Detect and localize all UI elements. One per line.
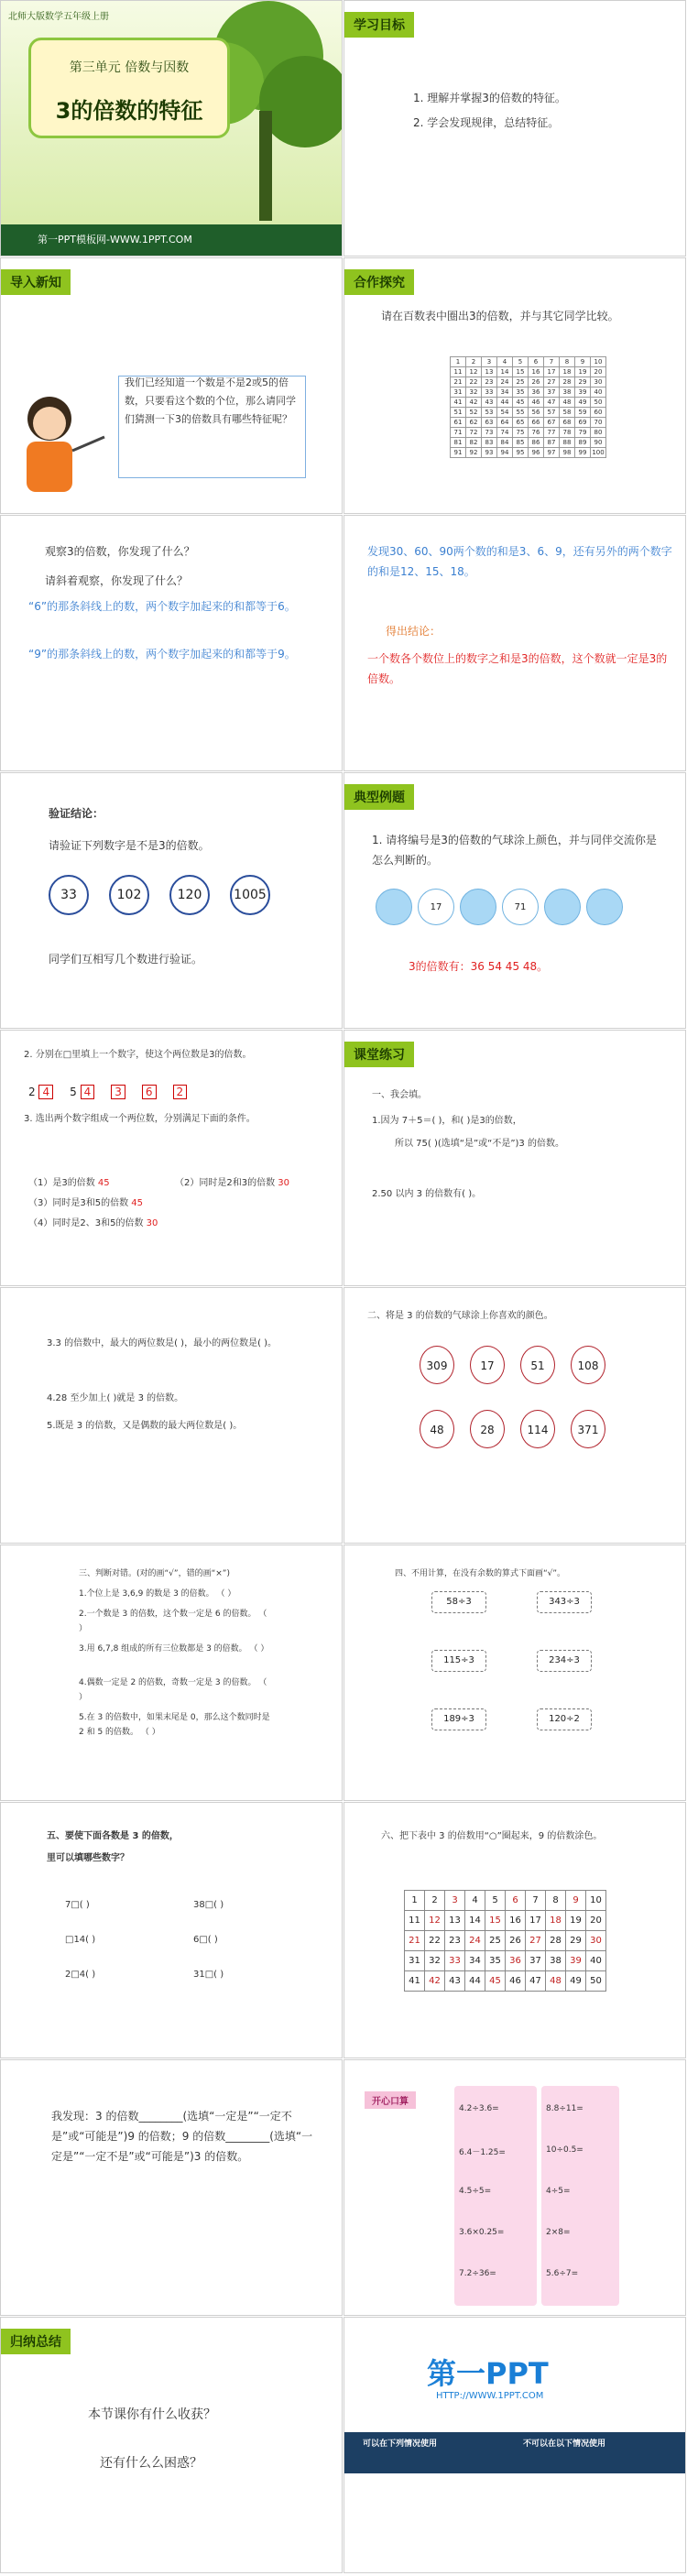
condition-2: （2）同时是2和3的倍数 30 — [175, 1178, 290, 1188]
balloon: 309 — [420, 1346, 454, 1384]
fill-pairs — [28, 1086, 187, 1098]
balloon — [460, 889, 496, 925]
fill2-cell: 38□( ) — [193, 1900, 224, 1910]
practice-line-2: 所以 75( )(选填“是”或“不是”)3 的倍数。 — [395, 1139, 564, 1149]
digit: 5 — [70, 1086, 77, 1098]
hundred-cell: 14 — [497, 367, 513, 377]
number-cell: 38 — [546, 1951, 566, 1971]
hundred-cell: 64 — [497, 418, 513, 428]
hundred-cell: 56 — [529, 408, 544, 418]
number-cell: 30 — [586, 1931, 606, 1951]
cover-title: 3的倍数的特征 — [55, 98, 203, 124]
hundred-cell: 80 — [591, 428, 606, 438]
slide-true-false — [0, 1545, 343, 1801]
slide-explore — [344, 257, 686, 514]
hundred-cell: 77 — [544, 428, 560, 438]
hundred-cell: 93 — [482, 448, 497, 458]
answer-box: 6 — [142, 1085, 157, 1099]
number-cell: 36 — [506, 1951, 526, 1971]
division-expr: 120÷2 — [537, 1708, 592, 1730]
discover-text: 我发现：3 的倍数________(选填“一定是”“一定不是”或“可能是”)9 的倍数；9 的倍数________(选填“一定是”“一定不是”或“可能是”)3 的倍数。 — [51, 2110, 313, 2163]
hundred-cell: 76 — [529, 428, 544, 438]
slide-balloons — [344, 1287, 686, 1544]
balloon: 17 — [470, 1346, 505, 1384]
hundred-cell: 100 — [592, 449, 605, 456]
number-cell: 15 — [485, 1911, 506, 1931]
hundred-cell: 70 — [591, 418, 606, 428]
hundred-cell: 20 — [591, 367, 606, 377]
hundred-cell: 82 — [466, 438, 482, 448]
practice-heading: 一、我会填。 — [372, 1090, 427, 1100]
division-expr: 58÷3 — [431, 1591, 486, 1613]
hundred-cell: 85 — [513, 438, 529, 448]
hundred-cell: 34 — [497, 387, 513, 398]
division-expr: 115÷3 — [431, 1650, 486, 1672]
hundred-cell: 38 — [560, 387, 575, 398]
mental-right: 4÷5= — [546, 2187, 571, 2196]
number-cell: 49 — [566, 1971, 586, 1992]
promo-url: HTTP://WWW.1PPT.COM — [436, 2391, 544, 2401]
hundred-cell: 36 — [529, 387, 544, 398]
hundred-cell: 83 — [482, 438, 497, 448]
number-circle: 102 — [109, 875, 149, 915]
number-cell: 43 — [445, 1971, 465, 1992]
balloon: 108 — [571, 1346, 605, 1384]
hundred-cell: 81 — [451, 438, 466, 448]
slide-verify — [0, 772, 343, 1029]
fill2-cell: 6□( ) — [193, 1935, 218, 1945]
slide-promo — [344, 2317, 686, 2573]
hundred-cell: 32 — [466, 387, 482, 398]
hundred-cell: 62 — [466, 418, 482, 428]
condition-4: （4）同时是2、3和5的倍数 30 — [28, 1218, 158, 1228]
fill2-cell: 7□( ) — [65, 1900, 90, 1910]
answer-box: 4 — [81, 1085, 95, 1099]
fill2-heading-1: 五、要使下面各数是 3 的倍数， — [47, 1831, 179, 1841]
number-cell: 11 — [405, 1911, 425, 1931]
mental-right: 10÷0.5= — [546, 2145, 583, 2155]
tf-item: 2.一个数是 3 的倍数，这个数一定是 6 的倍数。 （ ） — [79, 1610, 267, 1633]
hundred-cell: 25 — [513, 377, 529, 387]
hundred-cell: 88 — [560, 438, 575, 448]
observe-line-2: 请斜着观察，你发现了什么？ — [45, 574, 189, 587]
fill-instruction: 2. 分别在□里填上一个数字，使这个两位数是3的倍数。 — [24, 1050, 252, 1060]
number-cell: 20 — [586, 1911, 606, 1931]
conclusion-rule: 一个数各个数位上的数字之和是3的倍数，这个数就一定是3的倍数。 — [367, 652, 668, 685]
section-tag: 学习目标 — [344, 12, 414, 38]
hundred-cell: 41 — [451, 398, 466, 408]
hundred-cell: 74 — [497, 428, 513, 438]
number-cell: 32 — [425, 1951, 445, 1971]
hundred-cell: 12 — [466, 367, 482, 377]
slide-observe — [0, 515, 343, 771]
tf-item: 5.在 3 的倍数中，如果末尾是 0，那么这个数同时是 2 和 5 的倍数。 （ ） — [79, 1713, 270, 1737]
fill-line-5: 5.既是 3 的倍数，又是偶数的最大两位数是( )。 — [47, 1421, 243, 1431]
promo-logo: 第一PPT — [427, 2356, 549, 2391]
mental-left: 3.6×0.25= — [459, 2228, 505, 2237]
practice-line-1: 1.因为 7＋5＝( )，和( )是3的倍数， — [372, 1116, 522, 1126]
number-cell: 18 — [546, 1911, 566, 1931]
condition-1: （1）是3的倍数 45 — [28, 1178, 110, 1188]
hundred-cell: 10 — [591, 357, 606, 367]
number-cell: 10 — [586, 1891, 606, 1911]
hundred-cell: 72 — [466, 428, 482, 438]
hundred-cell: 39 — [575, 387, 591, 398]
hundred-cell: 98 — [560, 448, 575, 458]
number-cell: 29 — [566, 1931, 586, 1951]
tf-item: 1.个位上是 3,6,9 的数是 3 的倍数。 （ ） — [79, 1589, 236, 1599]
fill2-cell: □14( ) — [65, 1935, 96, 1945]
number-cell: 48 — [546, 1971, 566, 1992]
hundred-cell: 4 — [497, 357, 513, 367]
intro-text: 我们已经知道一个数是不是2或5的倍数，只要看这个数的个位，那么请同学们猜测一下3的倍数具有哪些特征呢？ — [125, 377, 296, 425]
hundred-cell: 75 — [513, 428, 529, 438]
number-circle: 33 — [49, 875, 89, 915]
hundred-cell: 71 — [451, 428, 466, 438]
number-cell: 37 — [526, 1951, 546, 1971]
number-table — [404, 1890, 606, 1992]
number-cell: 6 — [506, 1891, 526, 1911]
section-tag: 导入新知 — [1, 269, 71, 295]
hundred-cell: 60 — [591, 408, 606, 418]
slide-summary — [0, 2317, 343, 2573]
hundred-cell: 68 — [560, 418, 575, 428]
hundred-cell: 21 — [451, 377, 466, 387]
promo-col-1: 可以在下列情况使用 — [363, 2440, 438, 2449]
hundred-cell: 19 — [575, 367, 591, 377]
promo-col-2: 不可以在以下情况使用 — [523, 2440, 606, 2449]
hundred-cell: 78 — [560, 428, 575, 438]
fill-line-4: 4.28 至少加上( )就是 3 的倍数。 — [47, 1393, 184, 1403]
number-circle: 1005 — [230, 875, 270, 915]
mental-tag: 开心口算 — [365, 2091, 416, 2109]
digit: 2 — [28, 1086, 36, 1098]
hundred-cell: 54 — [497, 408, 513, 418]
number-cell: 2 — [425, 1891, 445, 1911]
hundred-cell: 9 — [575, 357, 591, 367]
practice-line-3: 2.50 以内 3 的倍数有( )。 — [372, 1189, 482, 1199]
slide-goals — [344, 0, 686, 257]
number-cell: 5 — [485, 1891, 506, 1911]
slide-fill-2 — [0, 1287, 343, 1544]
hundred-cell: 26 — [529, 377, 544, 387]
number-cell: 8 — [546, 1891, 566, 1911]
observe-line-4: “9”的那条斜线上的数，两个数字加起来的和都等于9。 — [28, 648, 296, 660]
number-cell: 13 — [445, 1911, 465, 1931]
hundred-cell: 30 — [591, 377, 606, 387]
answer-box: 3 — [111, 1085, 125, 1099]
number-cell: 22 — [425, 1931, 445, 1951]
balloon: 71 — [502, 889, 539, 925]
mark-heading: 六、把下表中 3 的倍数用“○”圈起来，9 的倍数涂色。 — [381, 1831, 603, 1841]
hundred-cell: 22 — [466, 377, 482, 387]
number-cell: 34 — [465, 1951, 485, 1971]
mental-right: 8.8÷11= — [546, 2104, 583, 2113]
verify-note: 同学们互相写几个数进行验证。 — [49, 953, 203, 966]
hundred-cell: 53 — [482, 408, 497, 418]
hundred-cell: 45 — [513, 398, 529, 408]
hundred-cell: 24 — [497, 377, 513, 387]
hundred-cell: 42 — [466, 398, 482, 408]
slide-cover — [0, 0, 343, 257]
number-cell: 27 — [526, 1931, 546, 1951]
answer-box: 4 — [38, 1085, 53, 1099]
section-tag: 课堂练习 — [344, 1042, 414, 1067]
hundred-cell: 23 — [482, 377, 497, 387]
observe-line-1: 观察3的倍数，你发现了什么？ — [45, 545, 195, 558]
goal-item: 1. 理解并掌握3的倍数的特征。 — [413, 92, 566, 104]
number-cell: 3 — [445, 1891, 465, 1911]
hundred-cell: 43 — [482, 398, 497, 408]
summary-line-2: 还有什么么困惑？ — [100, 2456, 202, 2471]
hundred-cell: 89 — [575, 438, 591, 448]
hundred-cell: 18 — [560, 367, 575, 377]
cover-brand: 北师大版数学五年级上册 — [8, 12, 109, 22]
hundred-cell: 94 — [497, 448, 513, 458]
number-cell: 25 — [485, 1931, 506, 1951]
slide-mark-table — [344, 1802, 686, 2058]
hundred-cell: 91 — [451, 448, 466, 458]
number-cell: 9 — [566, 1891, 586, 1911]
hundred-cell: 17 — [544, 367, 560, 377]
balloon: 51 — [520, 1346, 555, 1384]
condition-3: （3）同时是3和5的倍数 45 — [28, 1198, 144, 1208]
hundred-cell: 58 — [560, 408, 575, 418]
cover-unit: 第三单元 倍数与因数 — [69, 60, 190, 75]
hundred-cell: 46 — [529, 398, 544, 408]
hundred-chart — [450, 356, 606, 458]
hundred-cell: 66 — [529, 418, 544, 428]
hundred-cell: 59 — [575, 408, 591, 418]
number-circle: 120 — [169, 875, 210, 915]
hundred-cell: 37 — [544, 387, 560, 398]
slide-division — [344, 1545, 686, 1801]
hundred-cell: 79 — [575, 428, 591, 438]
mental-left: 7.2÷36= — [459, 2269, 496, 2278]
mental-left: 4.5÷5= — [459, 2187, 492, 2196]
hundred-cell: 1 — [451, 357, 466, 367]
hundred-cell: 11 — [451, 367, 466, 377]
hundred-cell: 95 — [513, 448, 529, 458]
mental-right: 2×8= — [546, 2228, 571, 2237]
hundred-cell: 33 — [482, 387, 497, 398]
verify-text: 请验证下列数字是不是3的倍数。 — [49, 839, 210, 852]
slide-fill-digits — [0, 1030, 343, 1286]
hundred-cell: 7 — [544, 357, 560, 367]
number-cell: 7 — [526, 1891, 546, 1911]
hundred-cell: 13 — [482, 367, 497, 377]
number-cell: 46 — [506, 1971, 526, 1992]
balloon — [544, 889, 581, 925]
balloon: 17 — [418, 889, 454, 925]
number-cell: 26 — [506, 1931, 526, 1951]
number-cell: 40 — [586, 1951, 606, 1971]
hundred-cell: 90 — [591, 438, 606, 448]
number-cell: 16 — [506, 1911, 526, 1931]
number-cell: 41 — [405, 1971, 425, 1992]
example-answer: 3的倍数有：36 54 45 48。 — [409, 960, 549, 973]
hundred-cell: 28 — [560, 377, 575, 387]
answer-box: 2 — [173, 1085, 188, 1099]
fill-line-3: 3.3 的倍数中，最大的两位数是( )，最小的两位数是( )。 — [47, 1338, 278, 1348]
hundred-cell: 31 — [451, 387, 466, 398]
verify-title: 验证结论： — [49, 807, 104, 820]
hundred-cell: 51 — [451, 408, 466, 418]
number-cell: 17 — [526, 1911, 546, 1931]
hundred-cell: 67 — [544, 418, 560, 428]
hundred-cell: 96 — [529, 448, 544, 458]
number-cell: 19 — [566, 1911, 586, 1931]
combine-instruction: 3. 选出两个数字组成一个两位数，分别满足下面的条件。 — [24, 1114, 256, 1124]
balloon: 28 — [470, 1410, 505, 1448]
number-cell: 39 — [566, 1951, 586, 1971]
number-cell: 47 — [526, 1971, 546, 1992]
hundred-cell: 61 — [451, 418, 466, 428]
hundred-cell: 44 — [497, 398, 513, 408]
number-cell: 33 — [445, 1951, 465, 1971]
balloon-heading: 二、将是 3 的倍数的气球涂上你喜欢的颜色。 — [367, 1311, 553, 1321]
hundred-cell: 84 — [497, 438, 513, 448]
hundred-cell: 50 — [591, 398, 606, 408]
hundred-cell: 27 — [544, 377, 560, 387]
hundred-cell: 15 — [513, 367, 529, 377]
hundred-cell: 29 — [575, 377, 591, 387]
hundred-cell: 52 — [466, 408, 482, 418]
slide-discover — [0, 2059, 343, 2316]
mental-left: 6.4－1.25= — [459, 2148, 506, 2157]
balloon — [586, 889, 623, 925]
number-cell: 45 — [485, 1971, 506, 1992]
division-expr: 343÷3 — [537, 1591, 592, 1613]
number-cell: 28 — [546, 1931, 566, 1951]
division-expr: 189÷3 — [431, 1708, 486, 1730]
section-tag: 合作探究 — [344, 269, 414, 295]
hundred-cell: 47 — [544, 398, 560, 408]
hundred-cell: 69 — [575, 418, 591, 428]
balloon — [376, 889, 412, 925]
balloon: 371 — [571, 1410, 605, 1448]
hundred-cell: 73 — [482, 428, 497, 438]
slide-conclusion — [344, 515, 686, 771]
hundred-cell: 92 — [466, 448, 482, 458]
hundred-cell: 16 — [529, 367, 544, 377]
hundred-cell: 49 — [575, 398, 591, 408]
hundred-cell: 97 — [544, 448, 560, 458]
teacher-illustration — [8, 387, 109, 497]
hundred-cell: 48 — [560, 398, 575, 408]
section-tag: 典型例题 — [344, 784, 414, 810]
slide-mental-math — [344, 2059, 686, 2316]
explore-text: 请在百数表中圈出3的倍数，并与其它同学比较。 — [381, 310, 619, 322]
hundred-cell: 86 — [529, 438, 544, 448]
goal-item: 2. 学会发现规律，总结特征。 — [413, 116, 560, 129]
tf-item: 4.偶数一定是 2 的倍数，奇数一定是 3 的倍数。 （ ） — [79, 1678, 267, 1702]
number-cell: 42 — [425, 1971, 445, 1992]
balloon: 114 — [520, 1410, 555, 1448]
observe-line-3: “6”的那条斜线上的数，两个数字加起来的和都等于6。 — [28, 600, 296, 613]
slide-example — [344, 772, 686, 1029]
hundred-cell: 40 — [591, 387, 606, 398]
division-expr: 234÷3 — [537, 1650, 592, 1672]
number-cell: 4 — [465, 1891, 485, 1911]
hundred-cell: 87 — [544, 438, 560, 448]
hundred-cell: 3 — [482, 357, 497, 367]
hundred-cell: 57 — [544, 408, 560, 418]
slide-fill-digits-2 — [0, 1802, 343, 2058]
hundred-cell: 2 — [466, 357, 482, 367]
hundred-cell: 63 — [482, 418, 497, 428]
example-text: 1. 请将编号是3的倍数的气球涂上颜色，并与同伴交流你是怎么判断的。 — [372, 834, 657, 867]
hundred-cell: 8 — [560, 357, 575, 367]
fill2-cell: 2□4( ) — [65, 1970, 96, 1980]
slide-practice — [344, 1030, 686, 1286]
hundred-cell: 65 — [513, 418, 529, 428]
cover-footer: 第一PPT模板网-WWW.1PPT.COM — [1, 224, 343, 256]
hundred-cell: 6 — [529, 357, 544, 367]
number-cell: 35 — [485, 1951, 506, 1971]
number-cell: 24 — [465, 1931, 485, 1951]
number-cell: 21 — [405, 1931, 425, 1951]
hundred-cell: 5 — [513, 357, 529, 367]
slide-intro — [0, 257, 343, 514]
hundred-cell: 35 — [513, 387, 529, 398]
balloon: 48 — [420, 1410, 454, 1448]
section-tag: 归纳总结 — [1, 2329, 71, 2354]
tf-heading: 三、判断对错。(对的画“√”，错的画“×”) — [79, 1569, 230, 1578]
mental-right: 5.6÷7= — [546, 2269, 579, 2278]
hundred-cell: 55 — [513, 408, 529, 418]
summary-line-1: 本节课你有什么收获？ — [88, 2407, 216, 2422]
number-cell: 50 — [586, 1971, 606, 1992]
number-cell: 12 — [425, 1911, 445, 1931]
number-cell: 14 — [465, 1911, 485, 1931]
division-heading: 四、不用计算，在没有余数的算式下面画“√”。 — [395, 1569, 566, 1578]
fill2-cell: 31□( ) — [193, 1970, 224, 1980]
number-cell: 1 — [405, 1891, 425, 1911]
number-cell: 31 — [405, 1951, 425, 1971]
number-cell: 44 — [465, 1971, 485, 1992]
fill2-heading-2: 里可以填哪些数字？ — [47, 1853, 129, 1863]
number-cell: 23 — [445, 1931, 465, 1951]
conclusion-heading: 得出结论： — [386, 625, 442, 638]
conclusion-discover: 发现30、60、90两个数的和是3、6、9，还有另外的两个数字的和是12、15、18。 — [367, 545, 672, 578]
tf-item: 3.用 6,7,8 组成的所有三位数都是 3 的倍数。 （ ） — [79, 1644, 269, 1654]
hundred-cell: 99 — [575, 448, 591, 458]
mental-left: 4.2÷3.6= — [459, 2104, 499, 2113]
